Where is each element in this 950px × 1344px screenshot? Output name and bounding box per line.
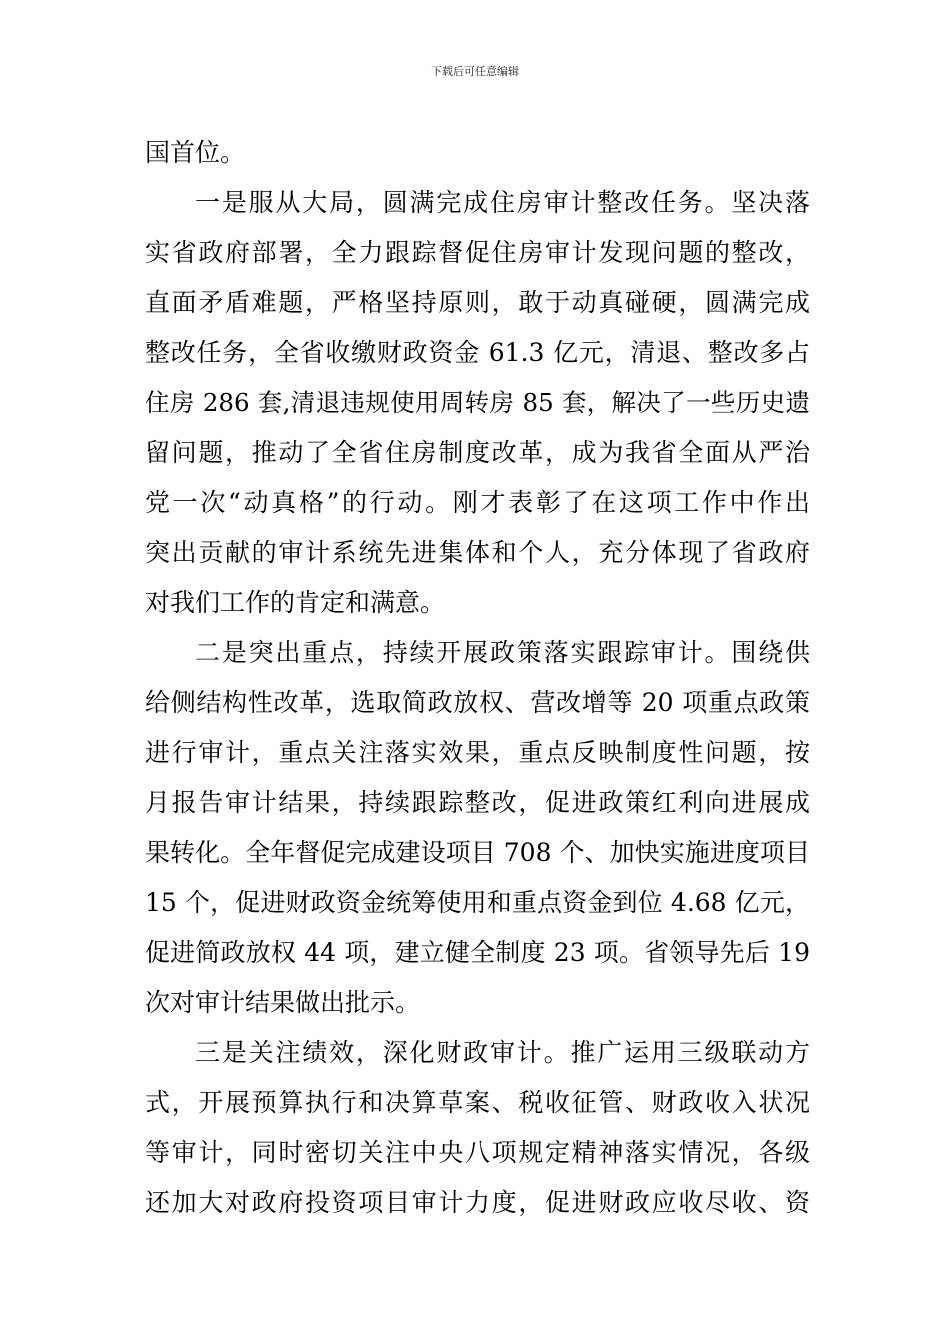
paragraph-start-line: 一是服从大局，圆满完成住房审计整改任务。坚决落	[195, 188, 810, 217]
text-line: 直面矛盾难题，严格坚持原则，敢于动真碰硬，圆满完成	[145, 288, 810, 317]
text-line: 党一次“动真格”的行动。刚才表彰了在这项工作中作出	[145, 488, 810, 517]
text-line: 式，开展预算执行和决算草案、税收征管、财政收入状况	[145, 1088, 810, 1117]
text-line: 果转化。全年督促完成建设项目 708 个、加快实施进度项目	[145, 838, 810, 867]
text-line: 住房 286 套,清退违规使用周转房 85 套，解决了一些历史遗	[145, 388, 810, 417]
document-body	[145, 128, 810, 1228]
paragraph-start-line: 二是突出重点，持续开展政策落实跟踪审计。围绕供	[195, 638, 810, 667]
text-line: 对我们工作的肯定和满意。	[145, 588, 446, 617]
text-line: 国首位。	[145, 138, 246, 167]
text-line: 次对审计结果做出批示。	[145, 988, 421, 1017]
text-line: 整改任务，全省收缴财政资金 61.3 亿元，清退、整改多占	[145, 338, 810, 367]
text-line: 留问题，推动了全省住房制度改革，成为我省全面从严治	[145, 438, 810, 467]
paragraph-start-line: 三是关注绩效，深化财政审计。推广运用三级联动方	[195, 1038, 810, 1067]
text-line: 给侧结构性改革，选取简政放权、营改增等 20 项重点政策	[145, 688, 810, 717]
page-header: 下载后可任意编辑	[431, 65, 519, 78]
text-line: 促进简政放权 44 项，建立健全制度 23 项。省领导先后 19	[145, 938, 810, 967]
text-line: 15 个，促进财政资金统筹使用和重点资金到位 4.68 亿元，	[145, 888, 810, 917]
text-line: 月报告审计结果，持续跟踪整改，促进政策红利向进展成	[145, 788, 810, 817]
text-line: 突出贡献的审计系统先进集体和个人，充分体现了省政府	[145, 538, 810, 567]
text-line: 进行审计，重点关注落实效果，重点反映制度性问题，按	[145, 738, 810, 767]
text-line: 实省政府部署，全力跟踪督促住房审计发现问题的整改，	[145, 238, 810, 267]
text-line: 还加大对政府投资项目审计力度，促进财政应收尽收、资	[145, 1188, 810, 1217]
text-line: 等审计，同时密切关注中央八项规定精神落实情况，各级	[145, 1138, 810, 1167]
